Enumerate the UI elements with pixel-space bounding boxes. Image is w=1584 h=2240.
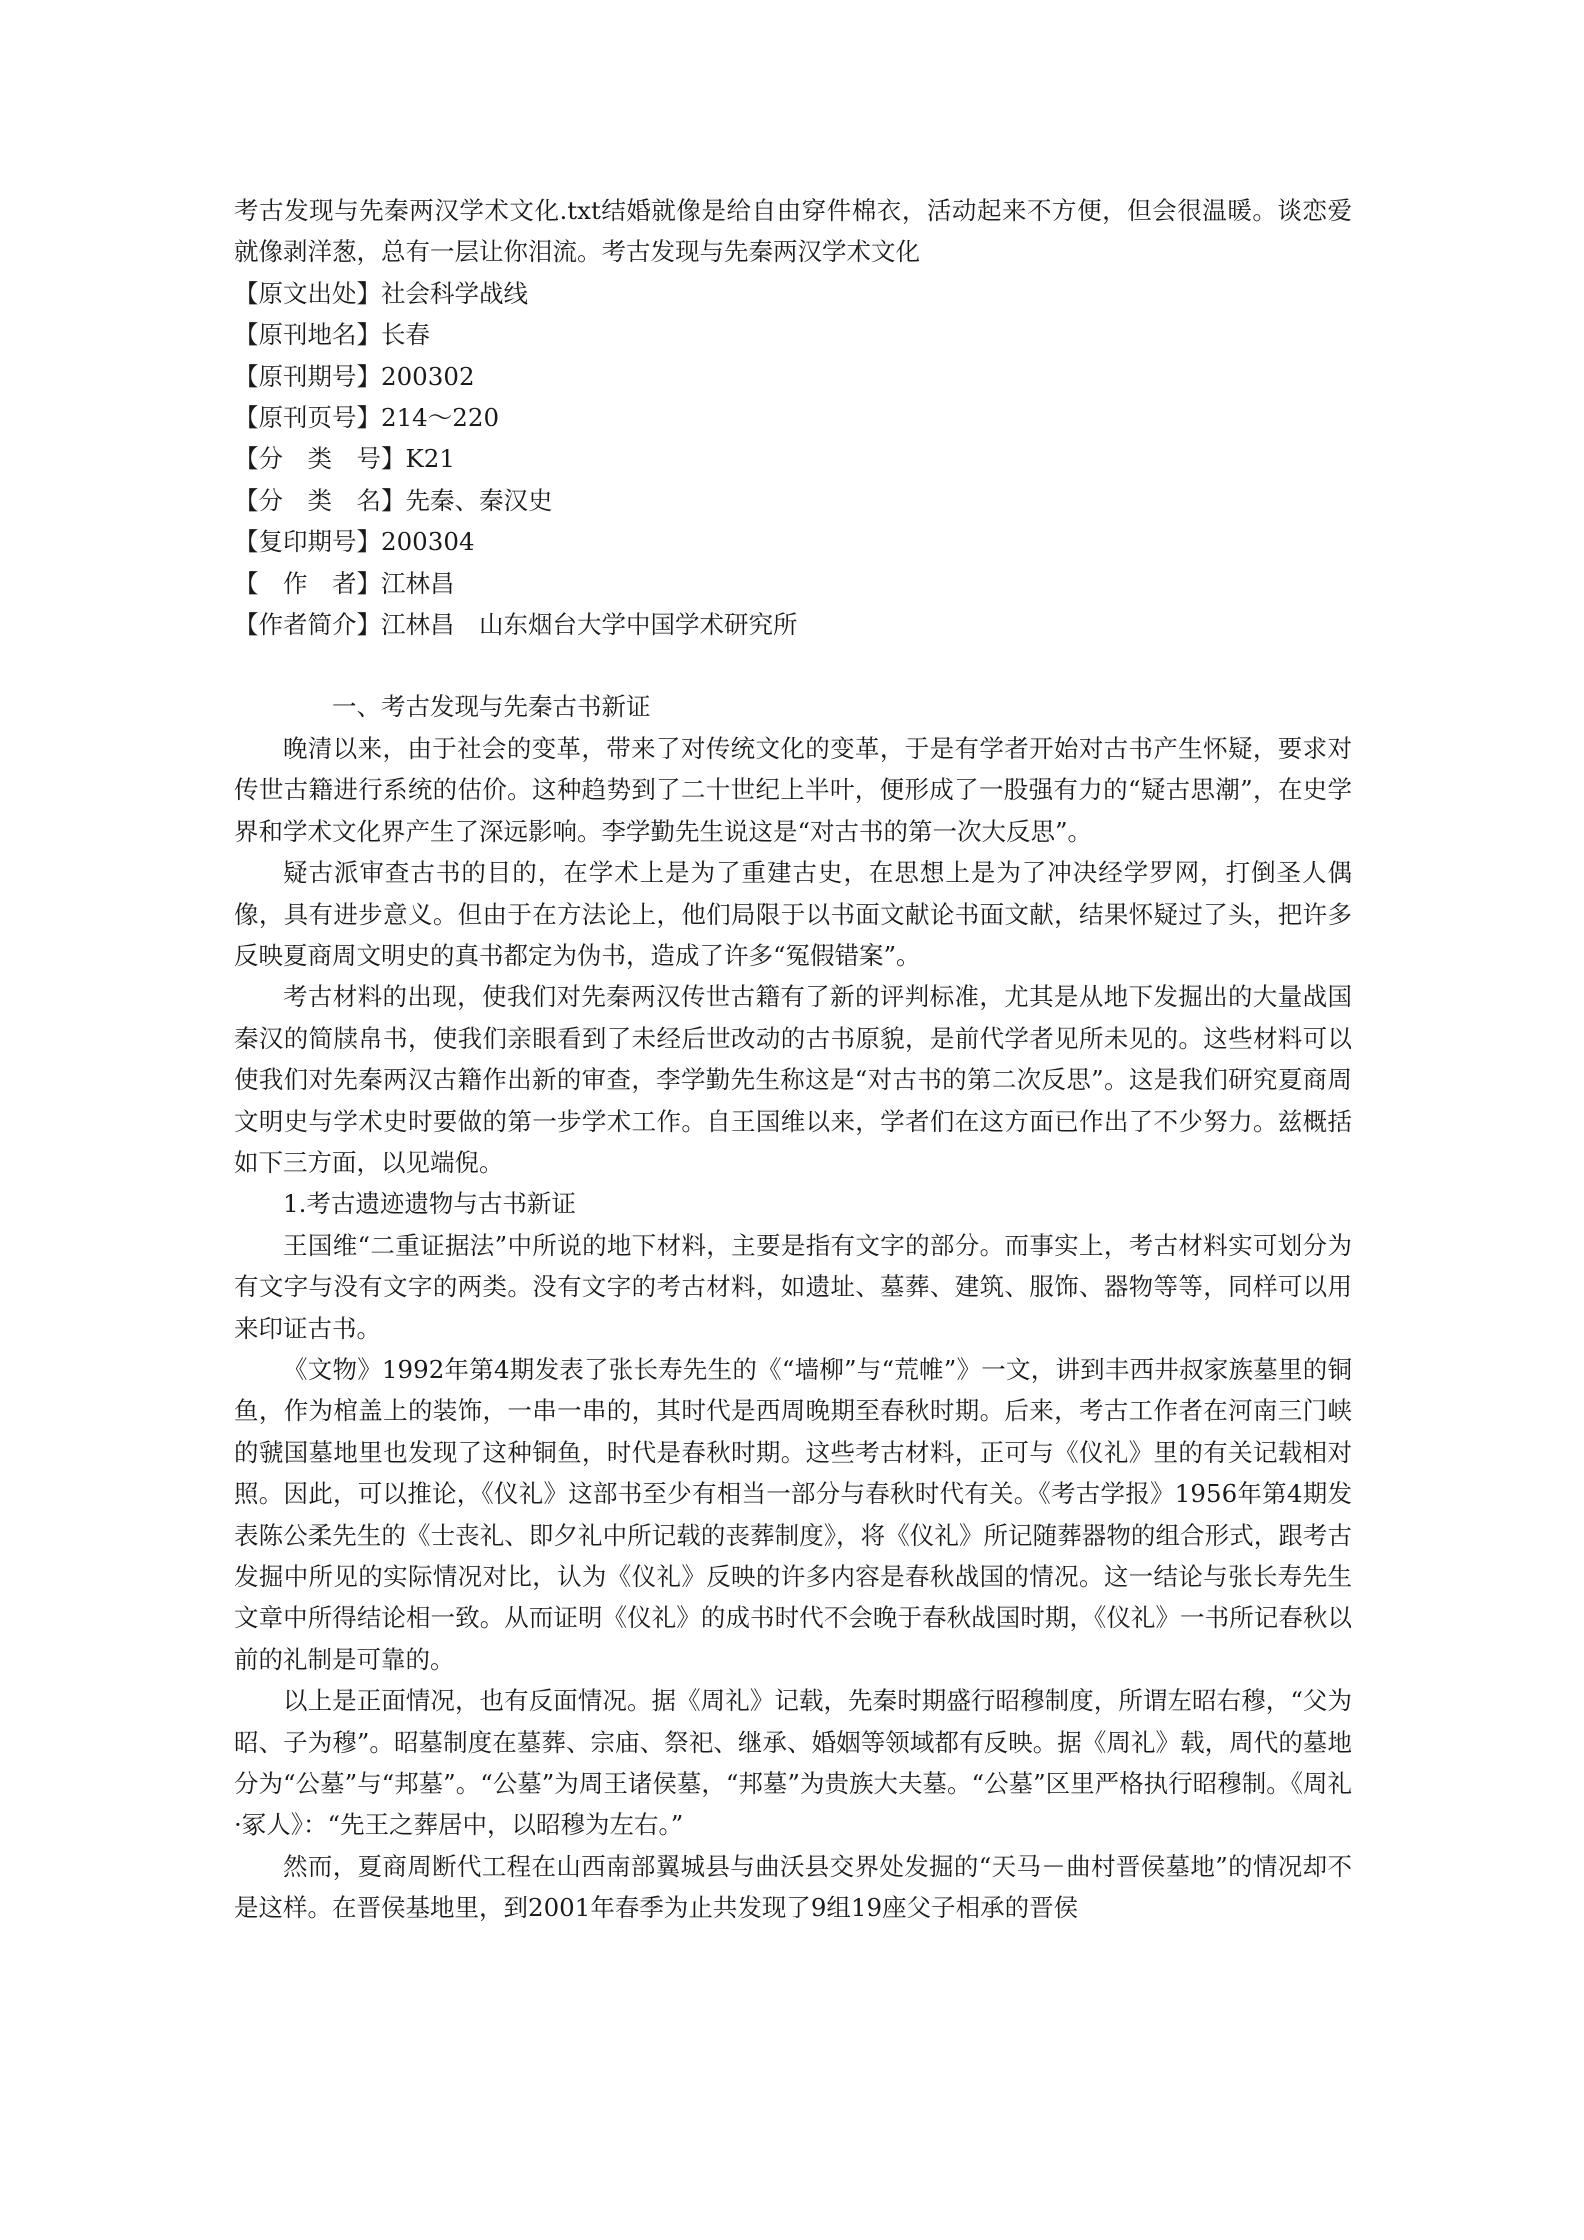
- spacer: [234, 645, 1352, 686]
- meta-value: 江林昌 山东烟台大学中国学术研究所: [381, 610, 798, 640]
- meta-label: 【复印期号】: [234, 527, 381, 557]
- meta-value: 200304: [381, 527, 475, 557]
- meta-value: K21: [405, 444, 455, 474]
- meta-label: 【原刊地名】: [234, 320, 381, 350]
- paragraph: 以上是正面情况，也有反面情况。据《周礼》记载，先秦时期盛行昭穆制度，所谓左昭右穆，“父为昭、子为穆”。昭墓制度在墓葬、宗庙、祭祀、继承、婚姻等领域都有反映。据《周礼》载，周代的墓地分为“公墓”与“邦墓”。“公墓”为周王诸侯墓，“邦墓”为贵族大夫墓。“公墓”区里严格执行昭穆制。《周礼·冢人》：“先王之葬居中，以昭穆为左右。”: [234, 1686, 1352, 1840]
- meta-row-issue: [234, 356, 1352, 397]
- meta-label: 【原文出处】: [234, 278, 381, 308]
- document-body: [234, 190, 1352, 1929]
- meta-label: 【 作 者】: [234, 568, 381, 598]
- meta-row-author: [234, 563, 1352, 604]
- meta-row-pages: [234, 397, 1352, 438]
- meta-value: 200302: [381, 361, 475, 391]
- meta-value: 社会科学战线: [381, 278, 528, 308]
- paragraph: 王国维“二重证据法”中所说的地下材料，主要是指有文字的部分。而事实上，考古材料实可划分为有文字与没有文字的两类。没有文字的考古材料，如遗址、墓葬、建筑、服饰、器物等等，同样可以用来印证古书。: [234, 1230, 1352, 1343]
- meta-label: 【原刊期号】: [234, 361, 381, 391]
- meta-label: 【分 类 名】: [234, 485, 406, 515]
- meta-row-reprint-issue: [234, 521, 1352, 562]
- intro-text: 考古发现与先秦两汉学术文化.txt结婚就像是给自由穿件棉衣，活动起来不方便，但会很温暖。谈恋爱就像剥洋葱，总有一层让你泪流。考古发现与先秦两汉学术文化: [234, 196, 1352, 267]
- meta-row-class-number: [234, 438, 1352, 479]
- paragraph: 晚清以来，由于社会的变革，带来了对传统文化的变革，于是有学者开始对古书产生怀疑，要求对传世古籍进行系统的估价。这种趋势到了二十世纪上半叶，便形成了一股强有力的“疑古思潮”，在史学界和学术文化界产生了深远影响。李学勤先生说这是“对古书的第一次大反思”。: [234, 733, 1352, 846]
- meta-value: 214～220: [381, 403, 500, 433]
- subsection-heading: 1.考古遗迹遗物与古书新证: [283, 1189, 576, 1219]
- meta-row-author-bio: [234, 604, 1352, 645]
- meta-row-class-name: [234, 480, 1352, 521]
- meta-label: 【作者简介】: [234, 610, 381, 640]
- section-heading: 一、考古发现与先秦古书新证: [332, 692, 651, 722]
- meta-value: 先秦、秦汉史: [405, 485, 553, 515]
- paragraph: 《文物》1992年第4期发表了张长寿先生的《“墙柳”与“荒帷”》一文，讲到丰西井叔家族墓里的铜鱼，作为棺盖上的装饰，一串一串的，其时代是西周晚期至春秋时期。后来，考古工作者在河南三门峡的虢国墓地里也发现了这种铜鱼，时代是春秋时期。这些考古材料，正可与《仪礼》里的有关记载相对照。因此，可以推论，《仪礼》这部书至少有相当一部分与春秋时代有关。《考古学报》1956年第4期发表陈公柔先生的《士丧礼、即夕礼中所记载的丧葬制度》，将《仪礼》所记随葬器物的组合形式，跟考古发掘中所见的实际情况对比，认为《仪礼》反映的许多内容是春秋战国的情况。这一结论与张长寿先生文章中所得结论相一致。从而证明《仪礼》的成书时代不会晚于春秋战国时期，《仪礼》一书所记春秋以前的礼制是可靠的。: [234, 1354, 1352, 1674]
- paragraph: 然而，夏商周断代工程在山西南部翼城县与曲沃县交界处发掘的“天马－曲村晋侯墓地”的情况却不是这样。在晋侯基地里，到2001年春季为止共发现了9组19座父子相承的晋侯: [234, 1851, 1352, 1923]
- meta-row-place: [234, 314, 1352, 355]
- metadata-block: [234, 273, 1352, 646]
- meta-label: 【原刊页号】: [234, 403, 381, 433]
- meta-value: 江林昌: [381, 568, 455, 598]
- paragraph: 考古材料的出现，使我们对先秦两汉传世古籍有了新的评判标准，尤其是从地下发掘出的大量战国秦汉的简牍帛书，使我们亲眼看到了未经后世改动的古书原貌，是前代学者见所未见的。这些材料可以使我们对先秦两汉古籍作出新的审查，李学勤先生称这是“对古书的第二次反思”。这是我们研究夏商周文明史与学术史时要做的第一步学术工作。自王国维以来，学者们在这方面已作出了不少努力。兹概括如下三方面，以见端倪。: [234, 982, 1352, 1177]
- paragraph: 疑古派审查古书的目的，在学术上是为了重建古史，在思想上是为了冲决经学罗网，打倒圣人偶像，具有进步意义。但由于在方法论上，他们局限于以书面文献论书面文献，结果怀疑过了头，把许多反映夏商周文明史的真书都定为伪书，造成了许多“冤假错案”。: [234, 858, 1352, 970]
- meta-value: 长春: [381, 320, 430, 350]
- meta-row-source: [234, 273, 1352, 314]
- meta-label: 【分 类 号】: [234, 444, 406, 474]
